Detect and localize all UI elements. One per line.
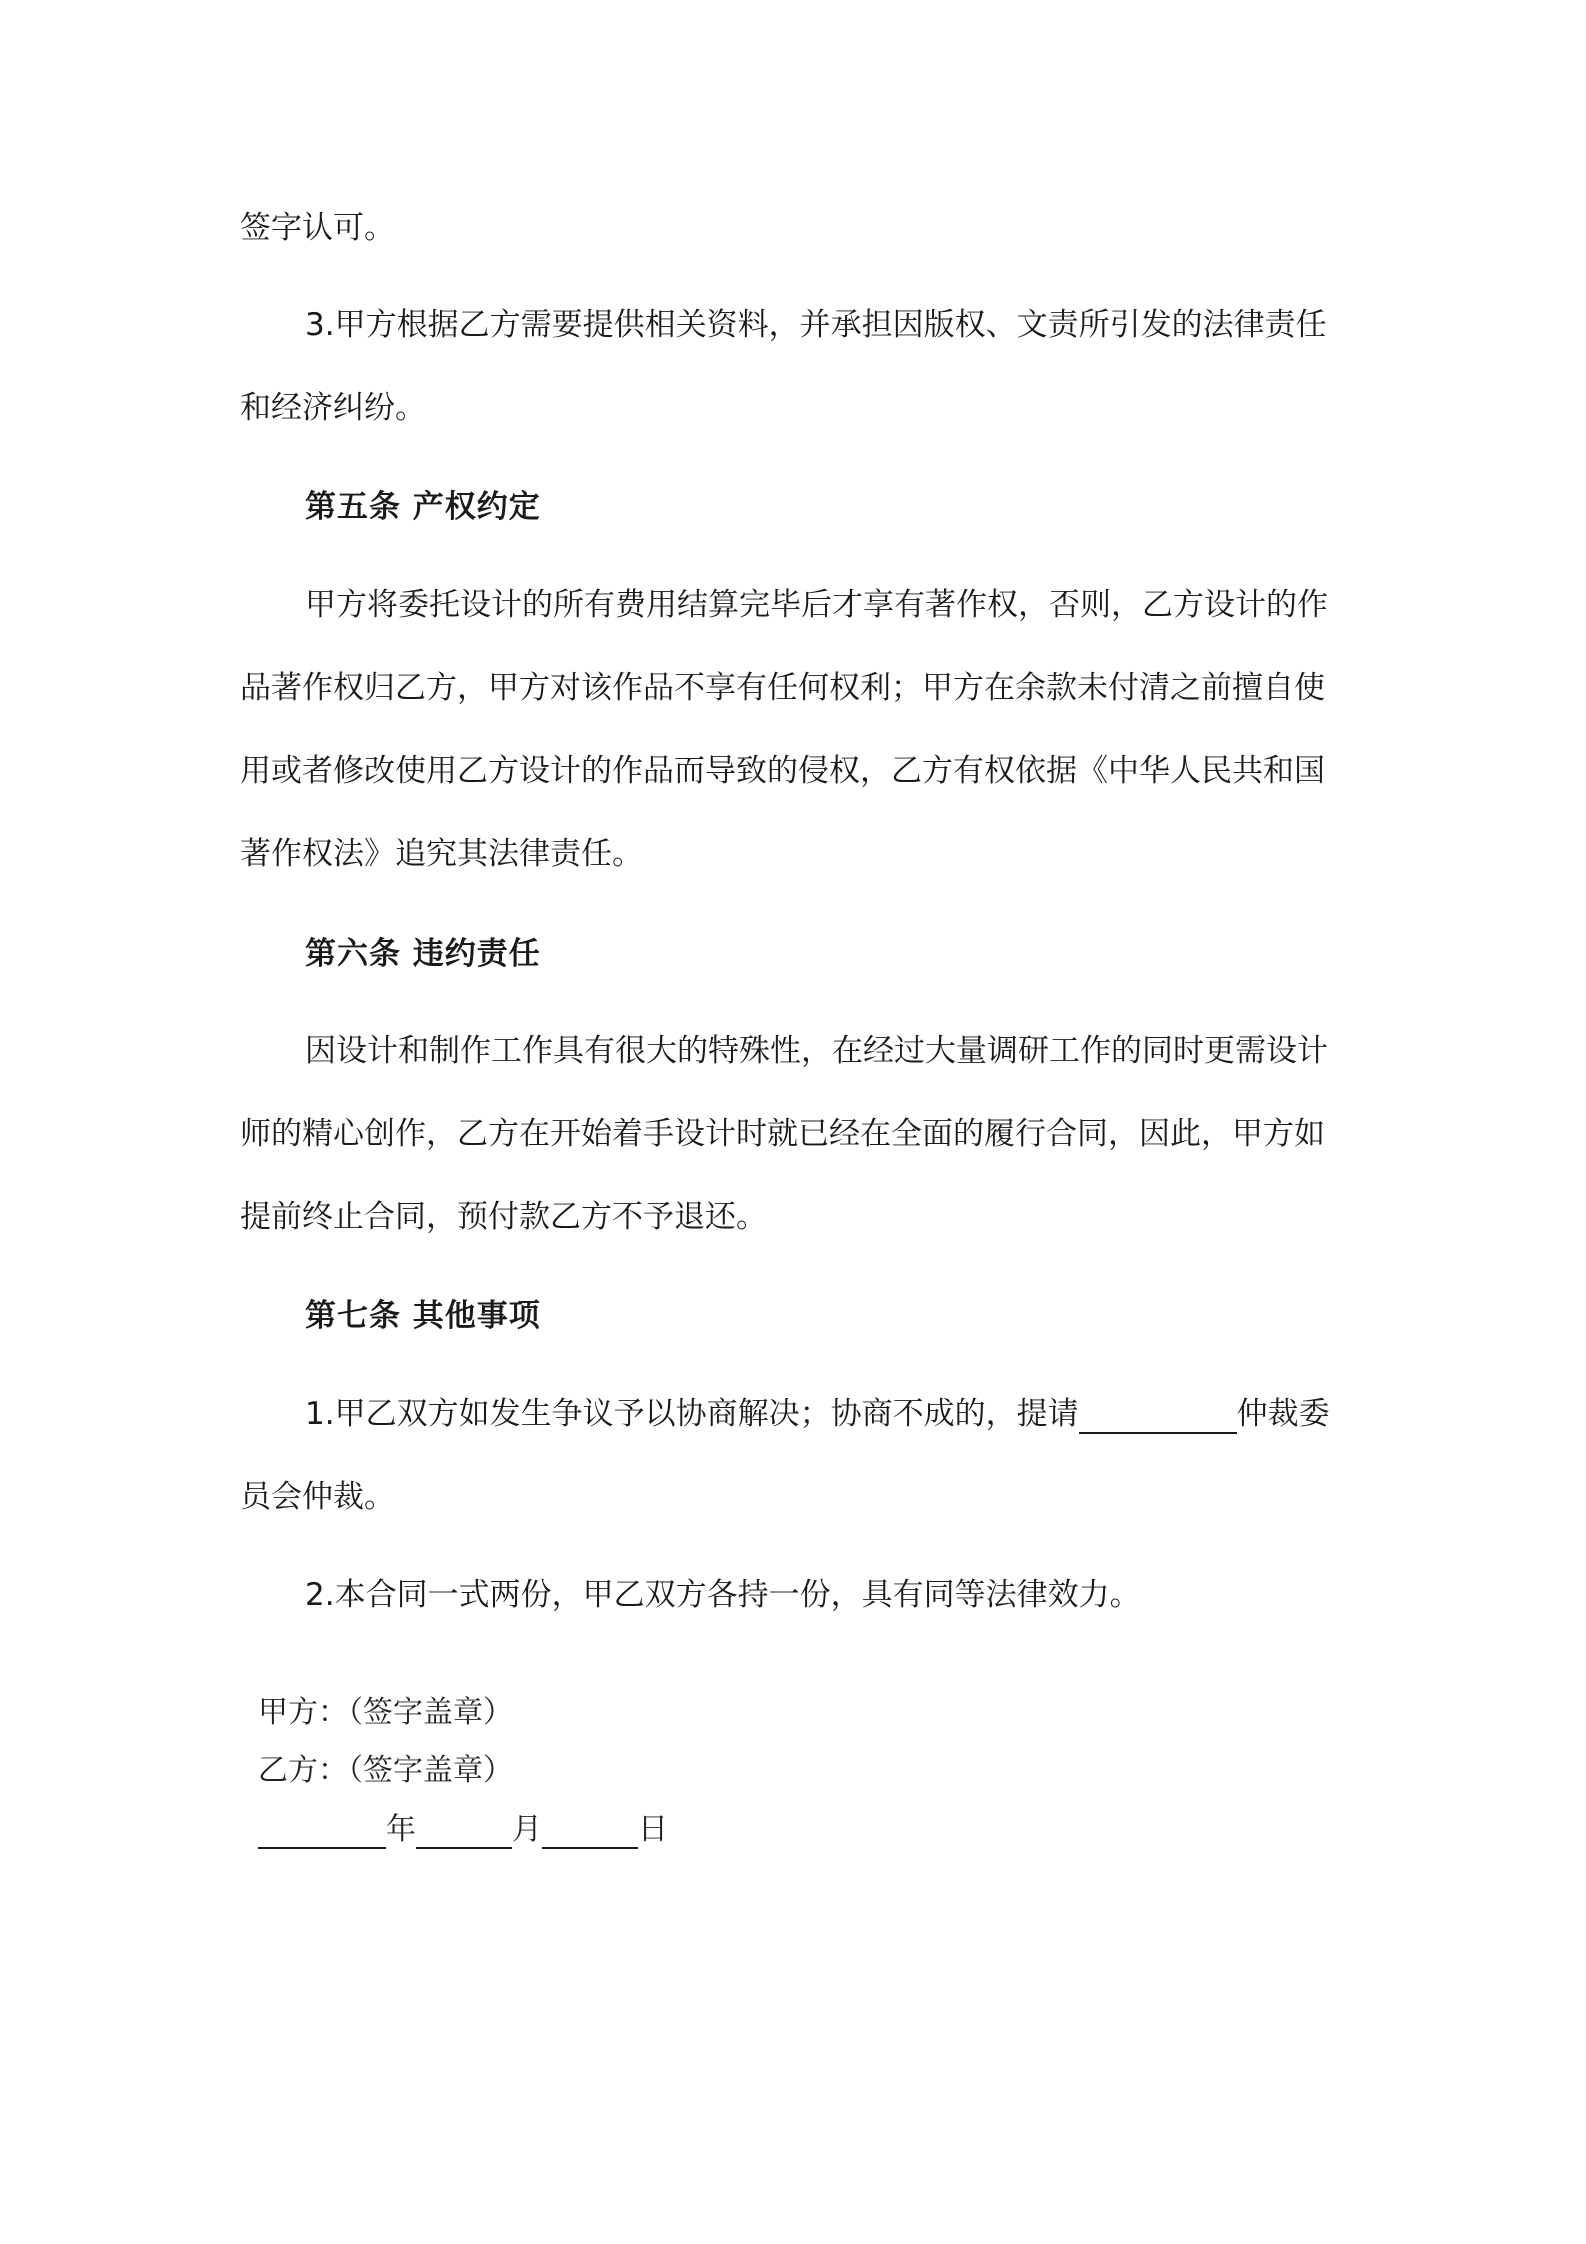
paragraph-line <box>305 1394 1360 1434</box>
year-blank <box>258 1817 386 1849</box>
paragraph-line: 师的精心创作，乙方在开始着手设计时就已经在全面的履行合同，因此，甲方如 <box>240 1116 1325 1152</box>
paragraph-line: 品著作权归乙方，甲方对该作品不享有任何权利；甲方在余款未付清之前擅自使 <box>240 670 1325 706</box>
year-label: 年 <box>386 1812 416 1847</box>
signature-date <box>258 1811 668 1849</box>
clause-text: 仲裁委 <box>1236 1396 1330 1432</box>
clause-text: 1.甲乙双方如发生争议予以协商解决；协商不成的，提请 <box>305 1396 1079 1432</box>
signature-party-b: 乙方：（签字盖章） <box>258 1753 513 1788</box>
paragraph-line: 著作权法》追究其法律责任。 <box>240 836 643 872</box>
month-label: 月 <box>512 1812 542 1847</box>
day-label: 日 <box>638 1812 668 1847</box>
arbitration-blank <box>1079 1398 1237 1434</box>
section-heading-article-7: 第七条 其他事项 <box>305 1298 541 1334</box>
section-heading-article-6: 第六条 违约责任 <box>305 936 541 972</box>
paragraph-line: 因设计和制作工作具有很大的特殊性，在经过大量调研工作的同时更需设计 <box>305 1033 1328 1069</box>
paragraph-line: 员会仲裁。 <box>240 1479 395 1515</box>
section-heading-article-5: 第五条 产权约定 <box>305 489 541 525</box>
signature-party-a: 甲方：（签字盖章） <box>258 1695 513 1730</box>
paragraph-line: 和经济纠纷。 <box>240 390 426 426</box>
paragraph-line: 用或者修改使用乙方设计的作品而导致的侵权，乙方有权依据《中华人民共和国 <box>240 753 1325 789</box>
day-blank <box>542 1817 638 1849</box>
paragraph-line: 3.甲方根据乙方需要提供相关资料，并承担因版权、文责所引发的法律责任 <box>305 307 1327 343</box>
paragraph-line: 甲方将委托设计的所有费用结算完毕后才享有著作权，否则，乙方设计的作 <box>305 587 1328 623</box>
month-blank <box>416 1817 512 1849</box>
paragraph-line: 提前终止合同，预付款乙方不予退还。 <box>240 1199 767 1235</box>
paragraph-line: 2.本合同一式两份，甲乙双方各持一份，具有同等法律效力。 <box>305 1577 1141 1613</box>
paragraph-line: 签字认可。 <box>240 210 395 246</box>
